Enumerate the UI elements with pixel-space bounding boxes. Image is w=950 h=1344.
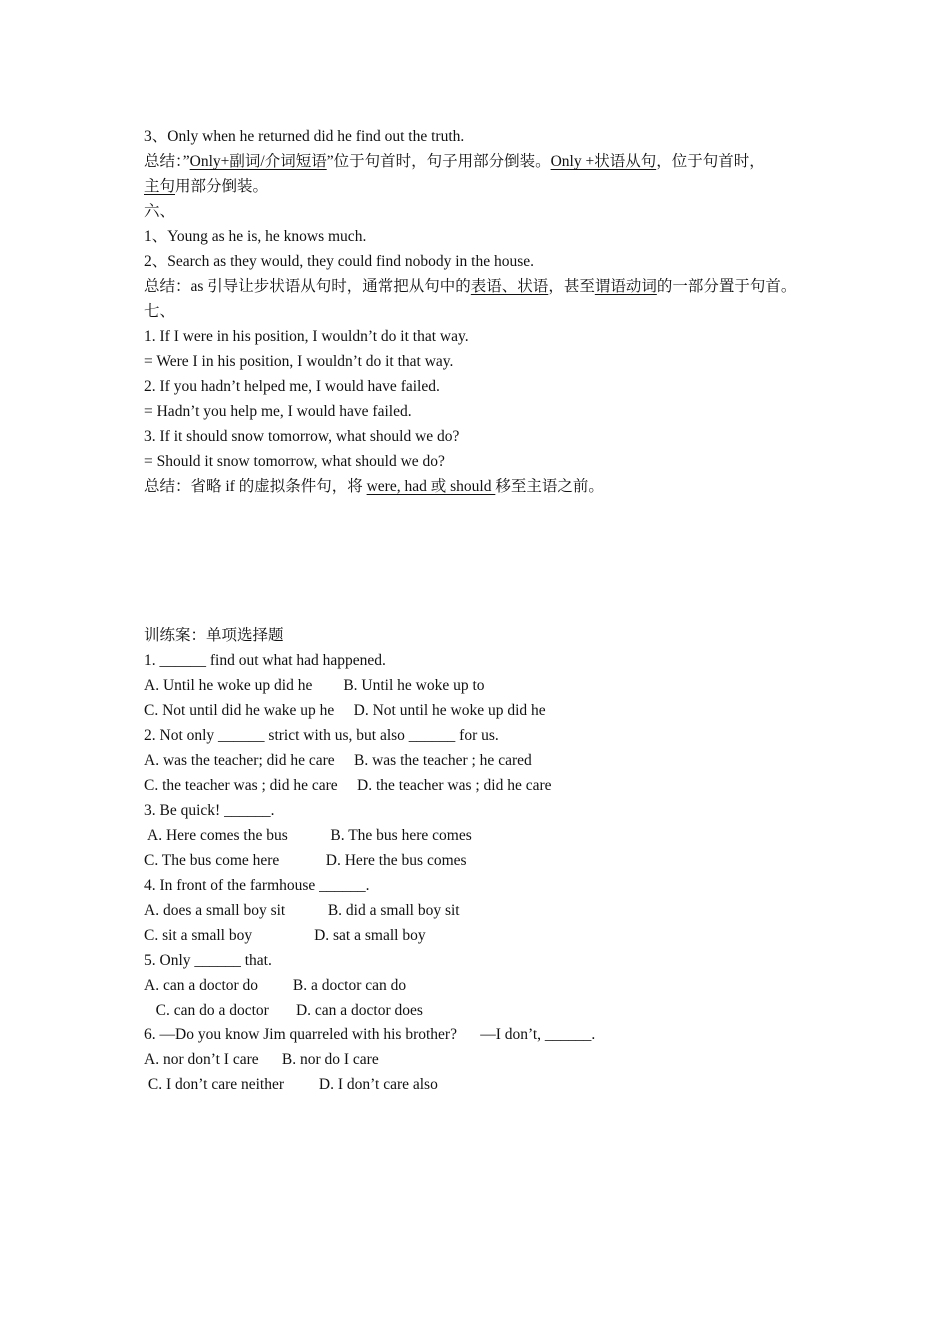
exercise-title: 训练案：单项选择题 [144, 627, 284, 644]
options-line: A. can a doctor do B. a doctor can do [144, 977, 407, 994]
summary-only-inversion-cont [144, 177, 268, 197]
summary-text: ，甚至 [548, 278, 595, 295]
question-6: 6. —Do you know Jim quarreled with his brother? —I don’t, ______. [144, 1026, 596, 1043]
subjunctive-line: 1. If I were in his position, I wouldn’t do it that way. [144, 328, 469, 345]
summary-prefix: 总结：as 引导让步状语从句时，通常把从句中的 [144, 278, 471, 295]
summary-text: ”位于句首时，句子用部分倒装。 [326, 153, 551, 170]
summary-only-inversion [144, 152, 765, 172]
example-as-2: 2、Search as they would, they could find nobody in the house. [144, 253, 535, 270]
underlined-term: 主句 [144, 178, 176, 195]
summary-text: ，位于句首时， [656, 153, 765, 170]
question-5: 5. Only ______ that. [144, 952, 272, 969]
question-4: 4. In front of the farmhouse ______. [144, 877, 370, 894]
subjunctive-line: = Should it snow tomorrow, what should we do? [144, 453, 445, 470]
options-line: A. Here comes the bus B. The bus here comes [144, 827, 472, 844]
section-heading-six: 六、 [144, 203, 176, 220]
question-1: 1. ______ find out what had happened. [144, 652, 386, 669]
summary-as-inversion [144, 277, 796, 297]
options-line: A. Until he woke up did he B. Until he woke up to [144, 677, 485, 694]
underlined-term: Only +状语从句 [550, 153, 657, 170]
summary-text: 用部分倒装。 [175, 178, 269, 195]
question-2: 2. Not only ______ strict with us, but also ______ for us. [144, 727, 499, 744]
underlined-term: were, had 或 should [366, 478, 496, 495]
underlined-term: 谓语动词 [594, 278, 657, 295]
options-line: C. the teacher was ; did he care D. the teacher was ; did he care [144, 777, 552, 794]
subjunctive-line: 3. If it should snow tomorrow, what should we do? [144, 428, 460, 445]
options-line: C. sit a small boy D. sat a small boy [144, 927, 426, 944]
example-only-when: 3、Only when he returned did he find out the truth. [144, 128, 465, 145]
summary-text: 移至主语之前。 [495, 478, 604, 495]
options-line: A. does a small boy sit B. did a small boy sit [144, 902, 460, 919]
options-line: C. The bus come here D. Here the bus comes [144, 852, 467, 869]
options-line: C. can do a doctor D. can a doctor does [144, 1002, 423, 1019]
question-3: 3. Be quick! ______. [144, 802, 275, 819]
subjunctive-line: = Were I in his position, I wouldn’t do it that way. [144, 353, 454, 370]
summary-prefix: 总结：” [144, 153, 190, 170]
options-line: A. nor don’t I care B. nor do I care [144, 1051, 379, 1068]
summary-subjunctive [144, 477, 604, 497]
underlined-term: Only+副词/介词短语 [189, 153, 327, 170]
subjunctive-line: 2. If you hadn’t helped me, I would have failed. [144, 378, 440, 395]
options-line: C. I don’t care neither D. I don’t care also [144, 1076, 438, 1093]
underlined-term: 表语、状语 [470, 278, 549, 295]
summary-prefix: 总结：省略 if 的虚拟条件句，将 [144, 478, 367, 495]
example-as-1: 1、Young as he is, he knows much. [144, 228, 367, 245]
subjunctive-line: = Hadn’t you help me, I would have failed. [144, 403, 412, 420]
summary-text: 的一部分置于句首。 [656, 278, 797, 295]
options-line: C. Not until did he wake up he D. Not until he woke up did he [144, 702, 546, 719]
section-heading-seven: 七、 [144, 303, 176, 320]
options-line: A. was the teacher; did he care B. was the teacher ; he cared [144, 752, 532, 769]
